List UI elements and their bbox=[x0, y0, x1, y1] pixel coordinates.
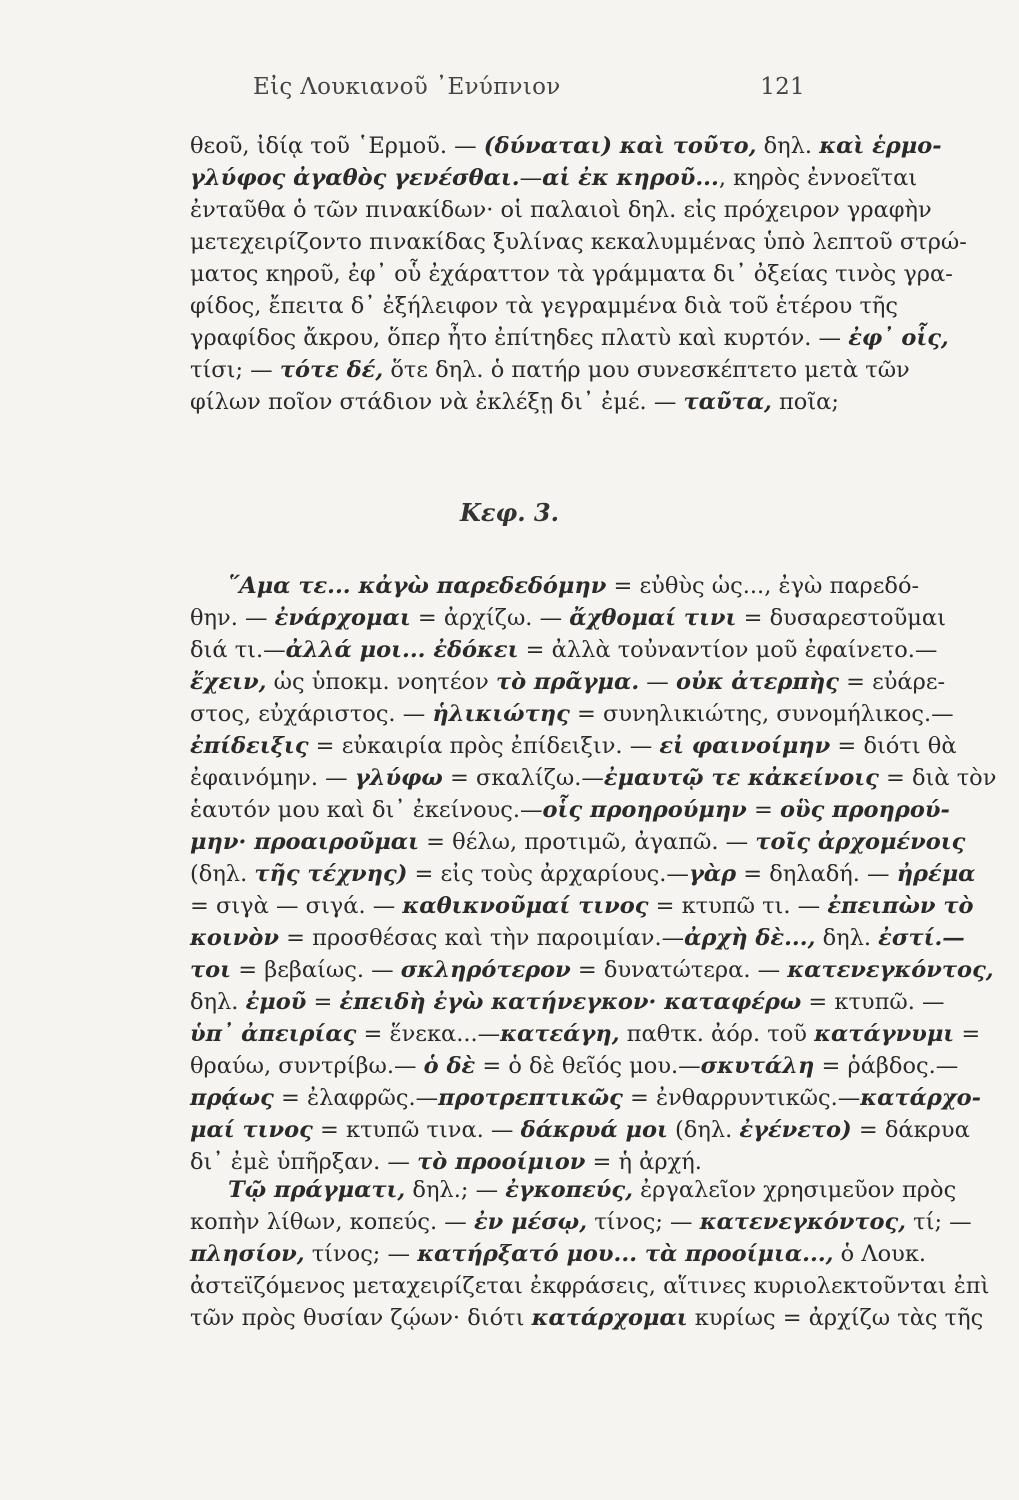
gloss-text: = ἀρχίζω. — bbox=[410, 605, 570, 631]
text-line bbox=[190, 1018, 981, 1050]
gloss-text: ὅτε δηλ. ὁ πατήρ μου συνεσκέπτετο μετὰ τῶν bbox=[383, 357, 910, 383]
gloss-text: = σκαλίζω.— bbox=[442, 765, 604, 791]
gloss-text: τί; — bbox=[906, 1209, 972, 1235]
gloss-text: γραφίδος ἄκρου, ὅπερ ἦτο ἐπίτηδες πλατὺ καὶ κυρτόν. — bbox=[190, 325, 849, 351]
gloss-text: = σιγὰ — σιγά. — bbox=[190, 893, 403, 919]
gloss-text: δηλ.; — bbox=[405, 1177, 506, 1203]
running-title: Εἰς Λουκιανοῦ ᾿Ενύπνιον bbox=[253, 74, 561, 100]
gloss-text: — bbox=[639, 669, 676, 695]
lemma-term: κατάρχο- bbox=[860, 1085, 982, 1111]
lemma-term: ἔχειν, bbox=[190, 669, 267, 695]
lemma-term: ἐφ᾿ οἷς, bbox=[848, 325, 949, 351]
gloss-text: = εἰς τοὺς ἀρχαρίους.— bbox=[407, 861, 689, 887]
lemma-term: ἡλικιώτης bbox=[432, 701, 570, 727]
gloss-text: ἑαυτόν μου καὶ δι᾿ ἐκείνους.— bbox=[190, 797, 543, 823]
gloss-text: ὡς ὑποκμ. νοητέον bbox=[266, 669, 496, 695]
gloss-text: θεοῦ, ἰδίᾳ τοῦ ῾Ερμοῦ. — bbox=[190, 133, 484, 159]
paragraph-commentary-top bbox=[190, 130, 967, 418]
lemma-term: γλύφω bbox=[354, 765, 443, 791]
lemma-term: ἐμοῦ bbox=[245, 989, 307, 1015]
lemma-term: κατενεγκόντος, bbox=[699, 1209, 907, 1235]
text-line bbox=[190, 922, 965, 954]
text-line bbox=[190, 698, 954, 730]
gloss-text: — bbox=[519, 165, 543, 191]
chapter-heading: Κεφ. 3. bbox=[460, 498, 559, 527]
text-line bbox=[190, 354, 910, 386]
lemma-term: κατεάγη, bbox=[500, 1021, 620, 1047]
text-line bbox=[190, 762, 997, 794]
lemma-term: μαί τινος bbox=[190, 1117, 313, 1143]
gloss-text: , κηρὸς ἐννοεῖται bbox=[718, 165, 918, 191]
gloss-text: παθτκ. ἀόρ. τοῦ bbox=[619, 1021, 815, 1047]
text-line bbox=[190, 890, 974, 922]
lemma-term: ἠρέμα bbox=[896, 861, 976, 887]
lemma-term: κατάγνυμι bbox=[814, 1021, 955, 1047]
lemma-term: ἐγένετο) bbox=[739, 1117, 852, 1143]
gloss-text: = ὁ δὲ θεῖός μου.— bbox=[475, 1053, 701, 1079]
text-line bbox=[190, 570, 920, 602]
gloss-text: = συνηλικιώτης, συνομήλικος.— bbox=[569, 701, 954, 727]
gloss-text: = bbox=[746, 797, 780, 823]
gloss-text: = ἐνθαρρυντικῶς.— bbox=[622, 1085, 861, 1111]
lemma-term: ἐνάρχομαι bbox=[274, 605, 411, 631]
gloss-text: = bbox=[306, 989, 340, 1015]
paragraph-commentary-bottom bbox=[190, 1174, 990, 1334]
gloss-text: θην. — bbox=[190, 605, 275, 631]
gloss-text: τίνος; — bbox=[304, 1241, 418, 1267]
gloss-text: διά τι.— bbox=[190, 637, 286, 663]
lemma-term: κοινὸν bbox=[190, 925, 279, 951]
gloss-text: ὁ Λουκ. bbox=[833, 1241, 927, 1267]
lemma-term: τοῖς ἀρχομένοις bbox=[755, 829, 966, 855]
lemma-term: ἐπειδὴ ἐγὼ κατήνεγκον· καταφέρω bbox=[339, 989, 802, 1015]
gloss-text: (δηλ. bbox=[667, 1117, 740, 1143]
gloss-text: = εὐάρε- bbox=[838, 669, 946, 695]
gloss-text: ματος κηροῦ, ἐφ᾿ οὗ ἐχάραττον τὰ γράμματα δι᾿ ὀξείας τινὸς γρα- bbox=[190, 261, 953, 287]
text-line bbox=[190, 1302, 984, 1334]
text-line bbox=[190, 858, 976, 890]
text-line bbox=[190, 666, 946, 698]
lemma-term: ἐμαυτῷ τε κἀκείνοις bbox=[603, 765, 879, 791]
text-line bbox=[190, 226, 967, 258]
lemma-term: τῆς τέχνης) bbox=[254, 861, 408, 887]
lemma-term: ῞Αμα τε... κἀγὼ παρεδεδόμην bbox=[228, 573, 607, 599]
lemma-term: ἐγκοπεύς, bbox=[505, 1177, 633, 1203]
gloss-text: = ῥάβδος.— bbox=[814, 1053, 959, 1079]
lemma-term: κατάρχομαι bbox=[531, 1305, 688, 1331]
gloss-text: ἐνταῦθα ὁ τῶν πινακίδων· οἱ παλαιοὶ δηλ. εἰς πρόχειρον γραφὴν bbox=[190, 197, 932, 223]
gloss-text: κοπὴν λίθων, κοπεύς. — bbox=[190, 1209, 474, 1235]
text-line bbox=[190, 602, 946, 634]
text-line bbox=[190, 1050, 959, 1082]
lemma-term: τὸ πρᾶγμα. bbox=[495, 669, 640, 695]
gloss-text: φίλων ποῖον στάδιον νὰ ἐκλέξῃ δι᾿ ἐμέ. — bbox=[190, 389, 684, 415]
lemma-term: ταῦτα, bbox=[683, 389, 772, 415]
lemma-term: οἷς προηρούμην bbox=[542, 797, 747, 823]
gloss-text: = εὐθὺς ὡς..., ἐγὼ παρεδό- bbox=[606, 573, 920, 599]
lemma-term: ὑπ᾿ ἀπειρίας bbox=[190, 1021, 357, 1047]
gloss-text: = κτυπῶ τι. — bbox=[648, 893, 828, 919]
lemma-term: ἀρχὴ δὲ..., bbox=[684, 925, 816, 951]
gloss-text: ποῖα; bbox=[771, 389, 839, 415]
gloss-text: δηλ. bbox=[190, 989, 246, 1015]
gloss-text: = ἡ ἀρχή. bbox=[585, 1149, 702, 1175]
gloss-text: τίσι; — bbox=[190, 357, 280, 383]
lemma-term: σκληρότερον bbox=[400, 957, 571, 983]
gloss-text: = διὰ τὸν bbox=[878, 765, 997, 791]
lemma-term: γλύφος ἀγαθὸς γενέσθαι. bbox=[190, 165, 520, 191]
gloss-text: = βεβαίως. — bbox=[231, 957, 401, 983]
text-line bbox=[190, 162, 918, 194]
gloss-text: στος, εὐχάριστος. — bbox=[190, 701, 433, 727]
lemma-term: καθικνοῦμαί τινος bbox=[402, 893, 649, 919]
lemma-term: γὰρ bbox=[688, 861, 737, 887]
lemma-term: (δύναται) καὶ τοῦτο, bbox=[483, 133, 757, 159]
lemma-term: ἐστί.— bbox=[878, 925, 965, 951]
text-line bbox=[190, 130, 942, 162]
gloss-text: = ἀλλὰ τοὐναντίον μοῦ ἐφαίνετο.— bbox=[518, 637, 938, 663]
lemma-term: ἐπειπὼν τὸ bbox=[827, 893, 974, 919]
lemma-term: προτρεπτικῶς bbox=[438, 1085, 623, 1111]
lemma-term: τοι bbox=[190, 957, 232, 983]
gloss-text: = δυνατώτερα. — bbox=[570, 957, 788, 983]
text-line bbox=[190, 730, 957, 762]
gloss-text: ἀστεϊζόμενος μεταχειρίζεται ἐκφράσεις, αἵτινες κυριολεκτοῦνται ἐπὶ bbox=[190, 1273, 990, 1299]
gloss-text: = διότι θὰ bbox=[830, 733, 957, 759]
gloss-text: δηλ. bbox=[756, 133, 820, 159]
text-line bbox=[190, 794, 950, 826]
text-line bbox=[190, 322, 949, 354]
lemma-term: οὓς προηρού- bbox=[779, 797, 950, 823]
gloss-text: θραύω, συντρίβω.— bbox=[190, 1053, 424, 1079]
lemma-term: ἐν μέσῳ, bbox=[473, 1209, 588, 1235]
gloss-text: = δυσαρεστοῦμαι bbox=[736, 605, 946, 631]
text-line bbox=[190, 1238, 927, 1270]
lemma-term: ὁ δὲ bbox=[423, 1053, 476, 1079]
text-line bbox=[190, 194, 932, 226]
lemma-term: κατήρξατό μου... τὰ προοίμια..., bbox=[417, 1241, 834, 1267]
gloss-text: (δηλ. bbox=[190, 861, 255, 887]
lemma-term: μην· προαιροῦμαι bbox=[190, 829, 419, 855]
paragraph-chapter-3-glosses bbox=[190, 570, 997, 1178]
lemma-term: πρᾴως bbox=[190, 1085, 274, 1111]
text-line bbox=[190, 634, 938, 666]
gloss-text: = θέλω, προτιμῶ, ἀγαπῶ. — bbox=[419, 829, 756, 855]
gloss-text: = ἐλαφρῶς.— bbox=[273, 1085, 439, 1111]
gloss-text: φίδος, ἔπειτα δ᾿ ἐξήλειφον τὰ γεγραμμένα διὰ τοῦ ἑτέρου τῆς bbox=[190, 293, 899, 319]
text-line bbox=[190, 290, 899, 322]
text-line bbox=[190, 258, 953, 290]
lemma-term: αἱ ἐκ κηροῦ... bbox=[542, 165, 719, 191]
lemma-term: δάκρυά μοι bbox=[520, 1117, 668, 1143]
gloss-text: = bbox=[954, 1021, 981, 1047]
gloss-text: = δάκρυα bbox=[851, 1117, 970, 1143]
gloss-text: τῶν πρὸς θυσίαν ζῴων· διότι bbox=[190, 1305, 532, 1331]
page-number: 121 bbox=[760, 74, 805, 100]
text-line bbox=[190, 1270, 990, 1302]
text-line bbox=[190, 1114, 970, 1146]
gloss-text: δηλ. bbox=[815, 925, 879, 951]
lemma-term: καὶ ἑρμο- bbox=[819, 133, 942, 159]
gloss-text: μετεχειρίζοντο πινακίδας ξυλίνας κεκαλυμμένας ὑπὸ λεπτοῦ στρώ- bbox=[190, 229, 967, 255]
gloss-text: κυρίως = ἀρχίζω τὰς τῆς bbox=[687, 1305, 984, 1331]
lemma-term: κατενεγκόντος, bbox=[787, 957, 994, 983]
gloss-text: ἐργαλεῖον χρησιμεῦον πρὸς bbox=[632, 1177, 957, 1203]
gloss-text: ἐφαινόμην. — bbox=[190, 765, 355, 791]
lemma-term: ἐπίδειξις bbox=[190, 733, 309, 759]
gloss-text: = προσθέσας καὶ τὴν παροιμίαν.— bbox=[279, 925, 685, 951]
gloss-text: = κτυπῶ. — bbox=[801, 989, 945, 1015]
text-line bbox=[190, 386, 839, 418]
gloss-text: = ἕνεκα...— bbox=[356, 1021, 501, 1047]
lemma-term: πλησίον, bbox=[190, 1241, 305, 1267]
text-line bbox=[190, 1206, 972, 1238]
gloss-text: = δηλαδή. — bbox=[736, 861, 897, 887]
text-line bbox=[190, 1082, 982, 1114]
lemma-term: ἄχθομαί τινι bbox=[569, 605, 737, 631]
lemma-term: εἰ φαινοίμην bbox=[659, 733, 831, 759]
lemma-term: οὐκ ἀτερπὴς bbox=[675, 669, 839, 695]
gloss-text: δι᾿ ἐμὲ ὑπῆρξαν. — bbox=[190, 1149, 418, 1175]
lemma-term: τότε δέ, bbox=[279, 357, 384, 383]
text-line bbox=[190, 954, 994, 986]
text-line bbox=[190, 1174, 957, 1206]
lemma-term: σκυτάλη bbox=[700, 1053, 815, 1079]
gloss-text: τίνος; — bbox=[587, 1209, 700, 1235]
text-line bbox=[190, 826, 966, 858]
text-line bbox=[190, 986, 945, 1018]
gloss-text: = εὐκαιρία πρὸς ἐπίδειξιν. — bbox=[308, 733, 660, 759]
lemma-term: τὸ προοίμιον bbox=[417, 1149, 586, 1175]
gloss-text: = κτυπῶ τινα. — bbox=[312, 1117, 521, 1143]
lemma-term: ἀλλά μοι... ἐδόκει bbox=[285, 637, 519, 663]
lemma-term: Τῷ πράγματι, bbox=[228, 1177, 406, 1203]
